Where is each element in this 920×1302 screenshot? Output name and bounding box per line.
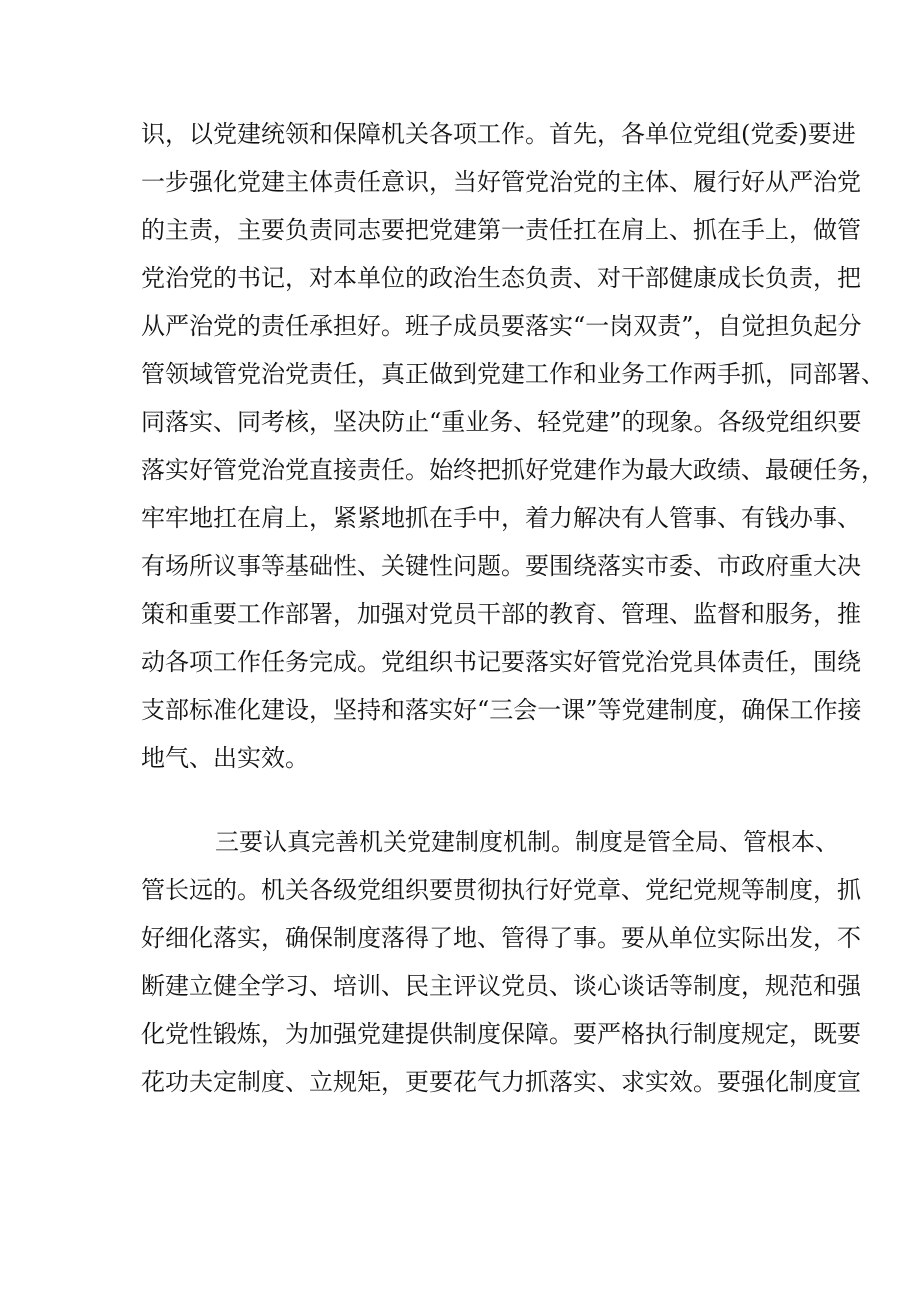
text-line: 地气、出实效。 bbox=[141, 744, 309, 772]
text-line: 的主责，主要负责同志要把党建第一责任扛在肩上、抓在手上，做管 bbox=[141, 216, 861, 244]
text-line: 管长远的。机关各级党组织要贯彻执行好党章、党纪党规等制度，抓 bbox=[141, 876, 861, 904]
text-line: 动各项工作任务完成。党组织书记要落实好管党治党具体责任，围绕 bbox=[141, 648, 861, 676]
text-line: 牢牢地扛在肩上，紧紧地抓在手中，着力解决有人管事、有钱办事、 bbox=[141, 504, 861, 532]
text-line: 识，以党建统领和保障机关各项工作。首先，各单位党组(党委)要进 bbox=[141, 120, 856, 148]
text-line-indented: 三要认真完善机关党建制度机制。制度是管全局、管根本、 bbox=[215, 828, 839, 856]
text-line: 一步强化党建主体责任意识，当好管党治党的主体、履行好从严治党 bbox=[141, 168, 861, 196]
text-line: 支部标准化建设，坚持和落实好“三会一课”等党建制度，确保工作接 bbox=[141, 696, 862, 724]
text-line: 有场所议事等基础性、关键性问题。要围绕落实市委、市政府重大决 bbox=[141, 552, 861, 580]
text-line: 从严治党的责任承担好。班子成员要落实“一岗双责”，自觉担负起分 bbox=[141, 312, 862, 340]
paragraph-institutional-mechanisms bbox=[141, 818, 861, 1106]
paragraph-party-building-responsibility bbox=[141, 110, 885, 782]
text-line: 好细化落实，确保制度落得了地、管得了事。要从单位实际出发，不 bbox=[141, 924, 861, 952]
text-line: 化党性锻炼，为加强党建提供制度保障。要严格执行制度规定，既要 bbox=[141, 1020, 861, 1048]
text-line: 落实好管党治党直接责任。始终把抓好党建作为最大政绩、最硬任务， bbox=[141, 456, 885, 484]
text-line: 花功夫定制度、立规矩，更要花气力抓落实、求实效。要强化制度宣 bbox=[141, 1068, 861, 1096]
text-line: 同落实、同考核，坚决防止“重业务、轻党建”的现象。各级党组织要 bbox=[141, 408, 862, 436]
text-line: 策和重要工作部署，加强对党员干部的教育、管理、监督和服务，推 bbox=[141, 600, 861, 628]
text-line: 党治党的书记，对本单位的政治生态负责、对干部健康成长负责，把 bbox=[141, 264, 861, 292]
text-line: 管领域管党治党责任，真正做到党建工作和业务工作两手抓，同部署、 bbox=[141, 360, 885, 388]
text-line: 断建立健全学习、培训、民主评议党员、谈心谈话等制度，规范和强 bbox=[141, 972, 861, 1000]
